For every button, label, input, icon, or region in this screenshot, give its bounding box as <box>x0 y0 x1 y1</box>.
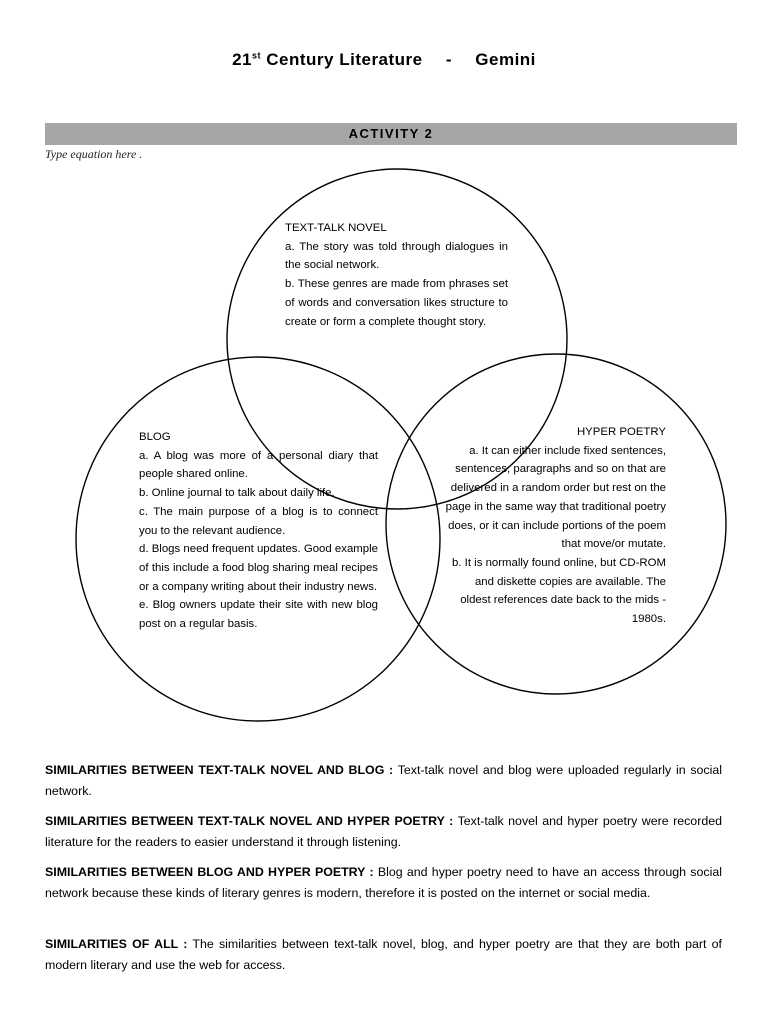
hyper-poetry-section <box>443 423 666 629</box>
blog-item-e: e. Blog owners update their site with new blog post on a regular basis. <box>139 599 378 631</box>
blog-section <box>139 428 378 634</box>
hyper-poetry-item-a: a. It can either include fixed sentences, sentences, paragraphs and so on that are delivered in a random order but rest on the page in the same way that traditional poetry does, or it can include portions of the poem that move/or mutate. <box>445 444 666 551</box>
text-talk-section <box>285 219 508 331</box>
activity-label: ACTIVITY 2 <box>348 126 434 141</box>
blog-heading: BLOG <box>139 431 171 443</box>
similarity-text-talk-hyper-poetry <box>45 811 722 852</box>
blog-item-a: a. A blog was more of a personal diary that people shared online. <box>139 449 378 481</box>
title-superscript: st <box>252 50 262 61</box>
text-talk-heading: TEXT-TALK NOVEL <box>285 222 387 234</box>
title-prefix: 21 <box>232 50 253 69</box>
similarity-text: Text-talk novel and hyper poetry were recorded literature for the readers to easier understand it through listening. <box>45 814 722 849</box>
text-talk-item-a: a. The story was told through dialogues in the social network. <box>285 240 508 272</box>
blog-item-d: d. Blogs need frequent updates. Good example of this include a food blog sharing meal recipes or a company writing about their industry news. <box>139 543 378 593</box>
similarity-text: Text-talk novel and blog were uploaded regularly in social network. <box>45 763 722 798</box>
similarity-text-talk-blog <box>45 760 722 801</box>
title-separator: - <box>445 50 453 69</box>
hyper-poetry-heading: HYPER POETRY <box>576 426 666 438</box>
title-main: Century Literature <box>266 50 423 69</box>
similarity-label: SIMILARITIES OF ALL : <box>45 937 188 951</box>
similarity-label: SIMILARITIES BETWEEN TEXT-TALK NOVEL AND HYPER POETRY : <box>45 814 454 828</box>
similarity-blog-hyper-poetry <box>45 862 722 903</box>
similarity-label: SIMILARITIES BETWEEN TEXT-TALK NOVEL AND BLOG : <box>45 763 394 777</box>
title-name: Gemini <box>475 50 536 69</box>
similarity-text: Blog and hyper poetry need to have an access through social network because these kinds of literary genres is modern, therefore it is posted on the internet or social media. <box>45 865 722 900</box>
similarity-all <box>45 934 722 975</box>
text-talk-item-b: b. These genres are made from phrases set of words and conversation likes structure to create or form a complete thought story. <box>285 278 508 328</box>
similarity-text: The similarities between text-talk novel, blog, and hyper poetry are that they are both part of modern literary and use the web for access. <box>45 937 723 972</box>
hyper-poetry-item-b: b. It is normally found online, but CD-ROM and diskette copies are available. The oldest references date back to the mids - 1980s. <box>452 556 666 626</box>
similarity-label: SIMILARITIES BETWEEN BLOG AND HYPER POETRY : <box>45 865 374 879</box>
blog-item-b: b. Online journal to talk about daily life. <box>139 487 335 500</box>
blog-item-c: c. The main purpose of a blog is to connect you to the relevant audience. <box>139 505 378 537</box>
equation-placeholder[interactable]: Type equation here . <box>45 147 143 161</box>
